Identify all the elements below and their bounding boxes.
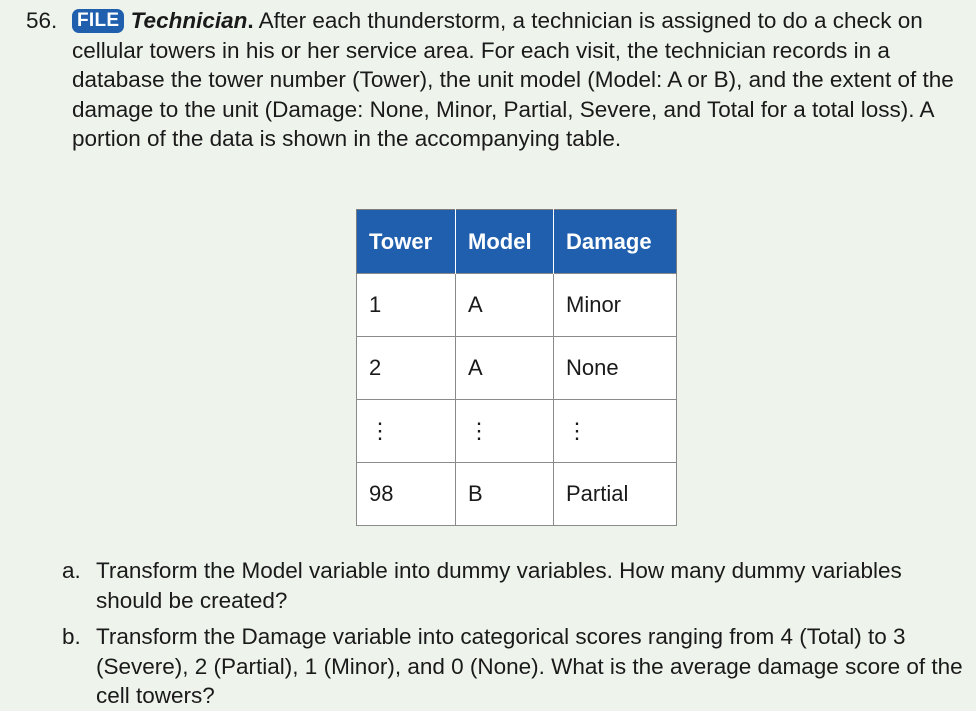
table-row — [357, 274, 677, 337]
cell-tower: ⋮ — [357, 400, 456, 463]
question-b — [62, 622, 967, 711]
file-badge[interactable]: FILE — [72, 9, 124, 33]
cell-tower: 1 — [357, 274, 456, 337]
question-list — [62, 556, 967, 711]
table-header-row — [357, 210, 677, 274]
cell-tower: 98 — [357, 463, 456, 526]
cell-damage: Partial — [554, 463, 677, 526]
header-damage: Damage — [554, 210, 677, 274]
problem-paragraph — [26, 6, 961, 154]
cell-damage: ⋮ — [554, 400, 677, 463]
data-table — [356, 209, 677, 526]
question-a — [62, 556, 967, 615]
cell-model: A — [456, 274, 554, 337]
cell-model: A — [456, 337, 554, 400]
problem-number: 56. — [26, 8, 58, 33]
question-text: Transform the Damage variable into categorical scores ranging from 4 (Total) to 3 (Severe), 2 (Partial), 1 (Minor), and 0 (None). What is the average damage score of the cell towers? — [96, 624, 963, 708]
header-model: Model — [456, 210, 554, 274]
table-row — [357, 463, 677, 526]
cell-damage: Minor — [554, 274, 677, 337]
cell-model: B — [456, 463, 554, 526]
cell-model: ⋮ — [456, 400, 554, 463]
header-tower: Tower — [357, 210, 456, 274]
question-letter: b. — [62, 624, 81, 649]
question-letter: a. — [62, 558, 81, 583]
table-row — [357, 337, 677, 400]
table-row-ellipsis — [357, 400, 677, 463]
problem-title-punct: . — [247, 8, 254, 33]
question-text: Transform the Model variable into dummy variables. How many dummy variables should be created? — [96, 558, 902, 613]
problem-title: Technician — [130, 8, 248, 33]
problem-statement — [26, 6, 961, 154]
cell-tower: 2 — [357, 337, 456, 400]
cell-damage: None — [554, 337, 677, 400]
problem-text: After each thunderstorm, a technician is assigned to do a check on cellular towers in his or her service area. For each visit, the technician records in a database the tower number (Tower), the unit model (Model: A or B), and the extent of the damage to the unit (Damage: None, Minor, Partial, Severe, and Total for a total loss). A portion of the data is shown in the accompanying table. — [72, 8, 954, 151]
